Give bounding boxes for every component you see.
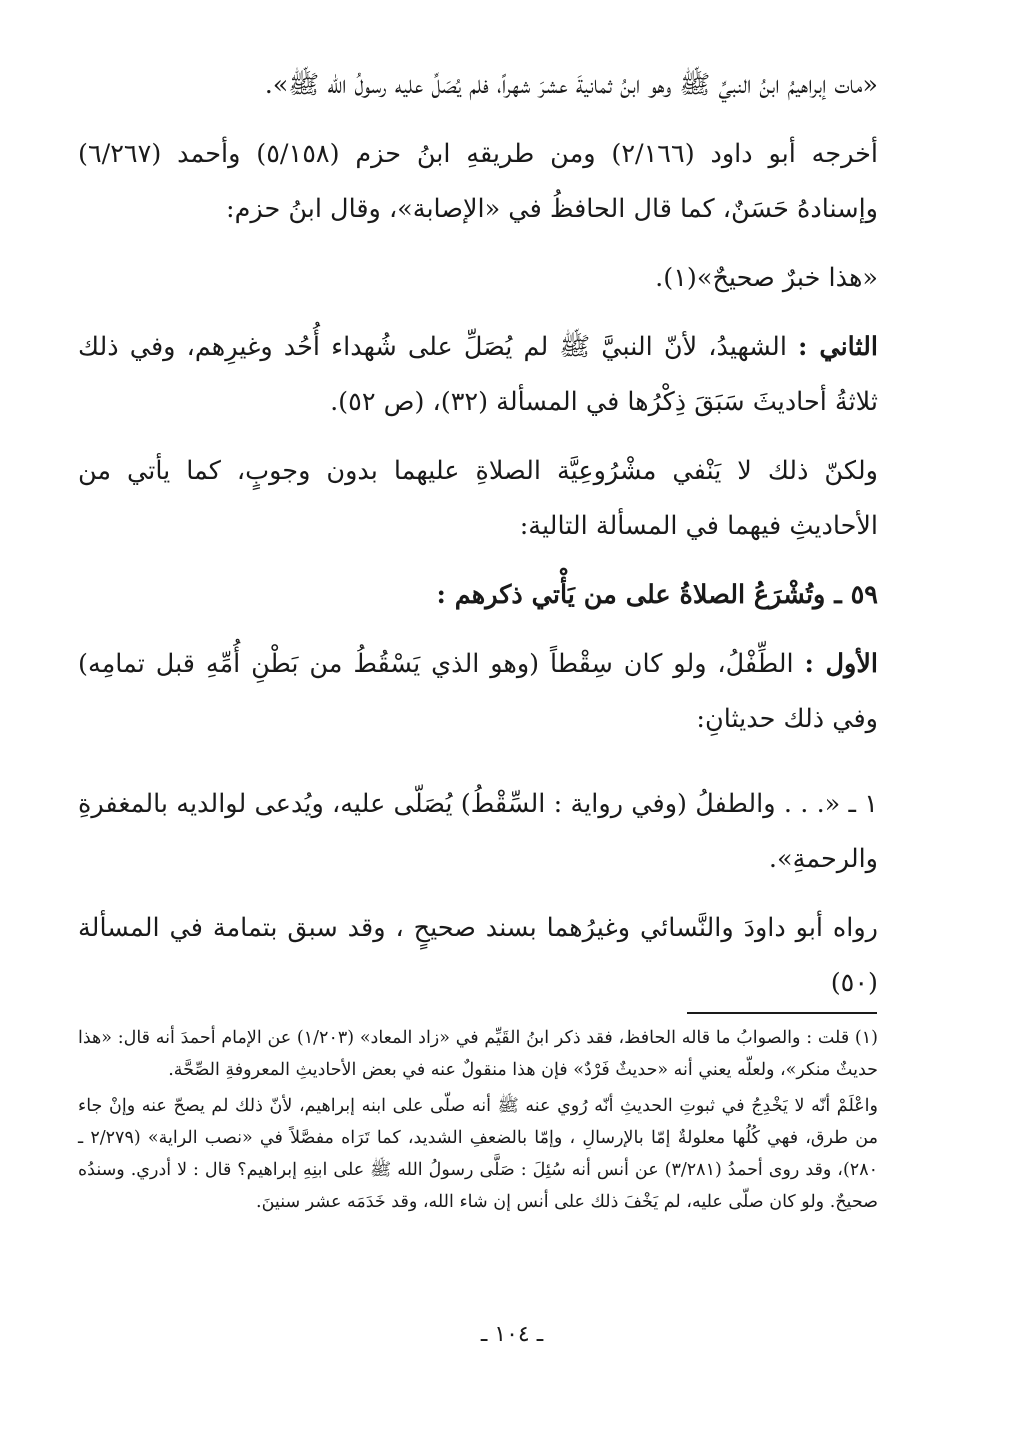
ibn-hazm-quote: «هذا خبرٌ صحيحٌ»(١). bbox=[655, 263, 878, 293]
footnote-divider bbox=[687, 1012, 877, 1014]
first-case-label: الأول : bbox=[804, 649, 879, 679]
second-case-text: الشهيدُ، لأنّ النبيَّ ﷺ لم يُصَلِّ على شُهداء أُحُد وغيرِهم، وفي ذلك ثلاثةُ أحاديثَ سَبَقَ ذِكْرُها في المسألة (٣٢)، (ص ٥٢). bbox=[78, 332, 878, 417]
second-case-label: الثاني : bbox=[798, 332, 878, 362]
page-number: ـ ١٠٤ ـ bbox=[480, 1322, 544, 1347]
takhrij-paragraph: أخرجه أبو داود (٢/١٦٦) ومن طريقهِ ابنُ حزم (٥/١٥٨) وأحمد (٦/٢٦٧) وإسنادهُ حَسَنٌ، كما قال الحافظُ في «الإصابة»، وقال ابنُ حزم: bbox=[78, 139, 878, 224]
section-59-heading: ٥٩ ـ وتُشْرَعُ الصلاةُ على من يَأْتي ذكرهم : bbox=[436, 580, 878, 610]
main-text bbox=[78, 58, 878, 1025]
footnote-continuation: واعْلَمْ أنّه لا يَخْدِجُ في ثبوتِ الحديثِ أنّه رُوي عنه ﷺ أنه صلّى على ابنه إبراهيم، لأنّ ذلك لم يصحّ عنه وإنْ جاء من طرق، فهي كُلُها معلولةٌ إمّا بالإرسالِ ، وإمّا بالضعفِ الشديد، كما تَرَاه مفصَّلاً في «نصب الراية» (٢/٢٧٩ ـ ٢٨٠)، وقد روى أحمدُ (٣/٢٨١) عن أنس أنه سُئِلَ : صَلَّى رسولُ الله ﷺ على ابنِهِ إبراهيم؟ قال : لا أدري. وسندُه صحيحٌ. ولو كان صلّى عليه، لم يَخْفَ ذلك على أنس إن شاء الله، وقد خَدَمَه عشر سنينَ. bbox=[78, 1096, 878, 1212]
legitimacy-paragraph: ولكنّ ذلك لا يَنْفي مشْرُوعِيَّة الصلاةِ عليهما بدون وجوبٍ، كما يأتي من الأحاديثِ فيهما في المسألة التالية: bbox=[78, 456, 878, 541]
first-case-text: الطِّفْلُ، ولو كان سِقْطاً (وهو الذي يَسْقُطُ من بَطْنِ أُمِّهِ قبل تمامِه) وفي ذلك حديثانِ: bbox=[78, 649, 878, 734]
first-case-paragraph bbox=[78, 637, 878, 747]
hadith-1-text: ١ ـ «. . . والطفلُ (وفي رواية : السِّقْطُ) يُصَلّى عليه، ويُدعى لوالديه بالمغفرةِ والرحمةِ». bbox=[78, 789, 878, 874]
second-case-paragraph bbox=[78, 320, 878, 430]
footnote-1: (١) قلت : والصوابُ ما قاله الحافظ، فقد ذكر ابنُ القَيِّم في «زاد المعاد» (١/٢٠٣) عن الإمام أحمدَ أنه قال: «هذا حديثٌ منكر»، ولعلّه يعني أنه «حديثٌ فَرْدٌ» فإن هذا منقولٌ عنه في بعض الأحاديثِ المعروفةِ الصِّحَّة. bbox=[78, 1028, 878, 1080]
hadith-1-source: رواه أبو داودَ والنَّسائي وغيرُهما بسند صحيحٍ ، وقد سبق بتمامة في المسألة (٥٠) bbox=[78, 913, 878, 998]
hadith-text-ibrahim: «مات إبراهيمُ ابنُ النبيِّ ﷺ وهو ابنُ ثمانيةَ عشرَ شهراً، فلم يُصَلِّ عليه رسولُ الله ﷺ». bbox=[264, 70, 878, 100]
footnotes bbox=[78, 1022, 878, 1222]
